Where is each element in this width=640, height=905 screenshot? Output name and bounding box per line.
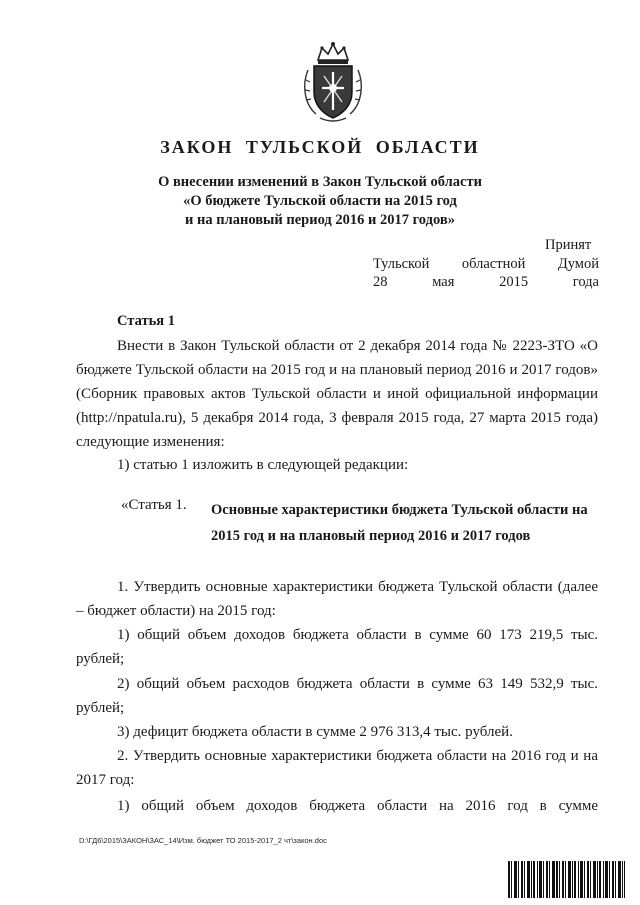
paragraph-2-item-1: 1) общий объем доходов бюджета области на 2016 год в сумме	[117, 798, 598, 814]
adopted-day: 28	[373, 274, 388, 290]
adopted-year-word: года	[572, 274, 599, 290]
article-heading: Статья 1	[117, 313, 175, 329]
paragraph-1: 1. Утвердить основные характеристики бюджета Тульской области (далее – бюджет области) на 2015 год:	[76, 579, 598, 619]
law-subtitle-line-2: «О бюджете Тульской области на 2015 год	[183, 193, 457, 209]
amendment-item-1: 1) статью 1 изложить в следующей редакции:	[117, 457, 409, 473]
adopted-by-line	[373, 255, 599, 274]
paragraph-1-item-1: 1) общий объем доходов бюджета области в сумме 60 173 219,5 тыс. рублей;	[76, 627, 598, 667]
adopted-date-line	[373, 273, 599, 292]
tula-coat-of-arms-icon	[300, 40, 366, 124]
law-title: ЗАКОН ТУЛЬСКОЙ ОБЛАСТИ	[160, 137, 480, 157]
paragraph-2: 2. Утвердить основные характеристики бюджета области на 2016 год и на 2017 год:	[76, 748, 598, 788]
footer-file-path: D:\ГД6\2015\ЗАКОН\ЗАС_14\Изм. бюджет ТО 2015-2017_2 чт\закон.doc	[79, 836, 327, 845]
paragraph-1-item-3: 3) дефицит бюджета области в сумме 2 976 313,4 тыс. рублей.	[117, 724, 513, 740]
adopted-word: Думой	[557, 256, 599, 272]
adopted-word: Тульской	[373, 256, 430, 272]
quoted-article-label: «Статья 1.	[121, 497, 187, 513]
adopted-word: областной	[461, 256, 526, 272]
paragraph-1-item-2: 2) общий объем расходов бюджета области в сумме 63 149 532,9 тыс. рублей;	[76, 676, 598, 716]
law-subtitle-line-3: и на плановый период 2016 и 2017 годов»	[185, 212, 455, 228]
adopted-label: Принят	[545, 237, 592, 253]
intro-paragraph: Внести в Закон Тульской области от 2 декабря 2014 года № 2223-ЗТО «О бюджете Тульской области на 2015 год и на плановый период 2016 и 2017 годов» (Сборник правовых актов Тульской области и иной официальной информации (http://npatula.ru), 5 декабря 2014 года, 3 февраля 2015 года, 27 марта 2015 года) следующие изменения:	[76, 338, 598, 450]
adopted-year: 2015	[499, 274, 529, 290]
barcode-icon	[508, 861, 625, 898]
law-subtitle-line-1: О внесении изменений в Закон Тульской области	[158, 174, 482, 190]
quoted-article-title: Основные характеристики бюджета Тульской области на 2015 год и на плановый период 2016 и 2017 годов	[211, 502, 588, 544]
adopted-month: мая	[432, 274, 455, 290]
